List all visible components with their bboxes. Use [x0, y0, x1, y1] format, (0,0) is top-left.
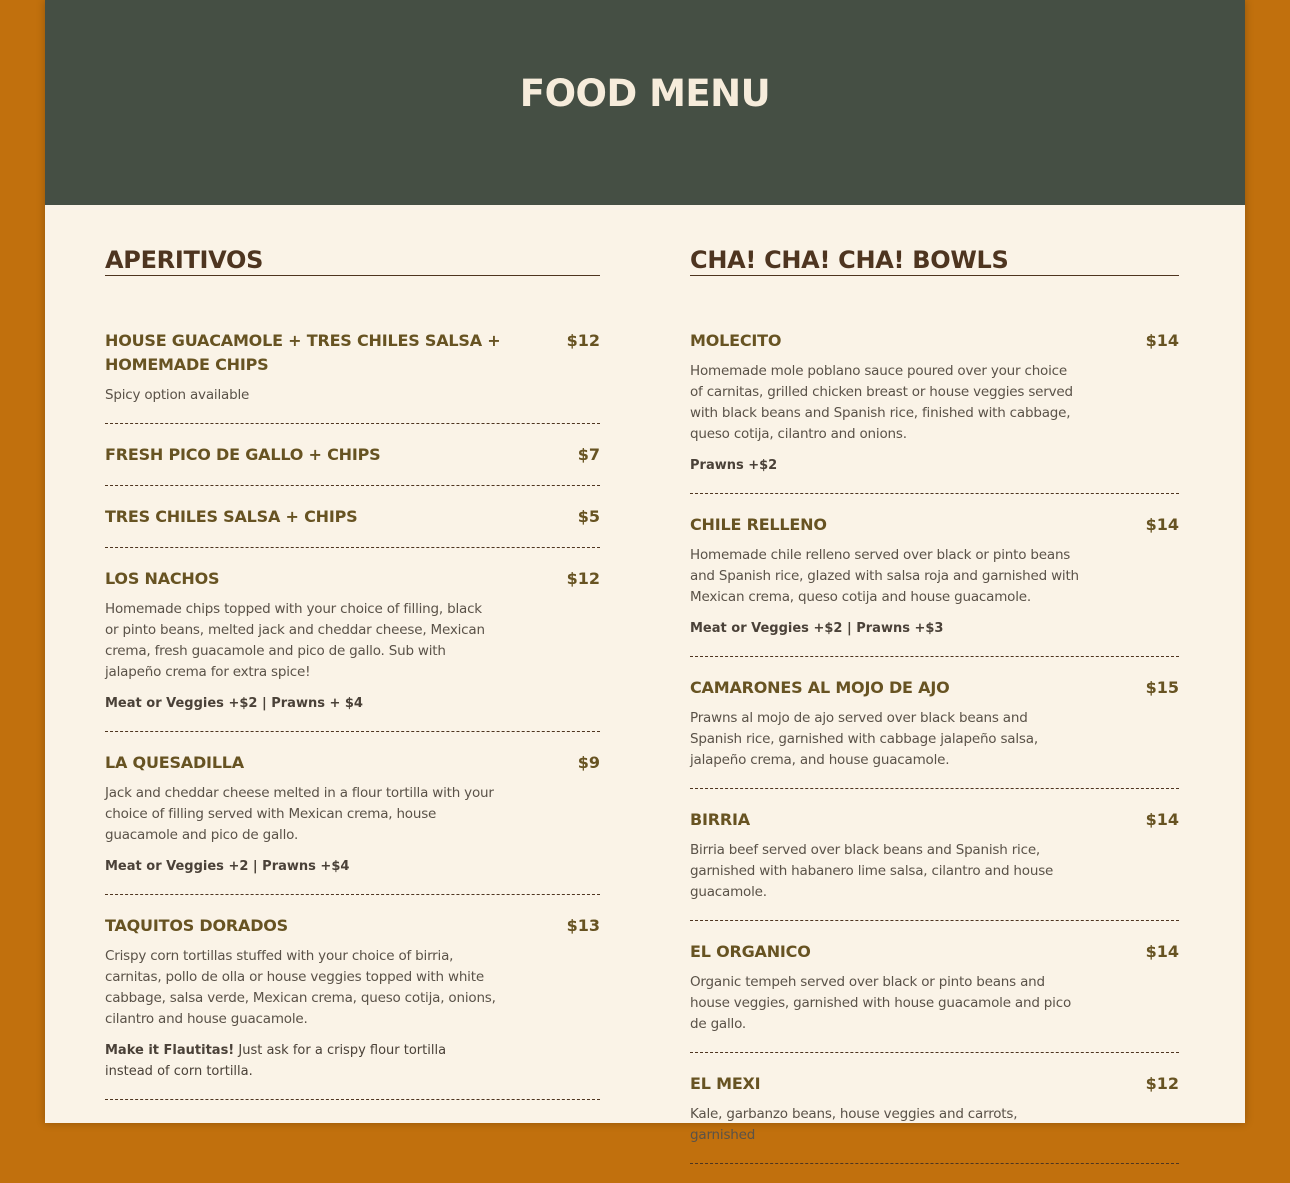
item-price: $5 — [577, 507, 600, 526]
item-description: Kale, garbanzo beans, house veggies and carrots, garnished — [690, 1106, 1018, 1143]
item-name: HOUSE GUACAMOLE + TRES CHILES SALSA + HOMEMADE CHIPS — [105, 331, 501, 374]
item-name: CHILE RELLENO — [690, 515, 827, 534]
item-description: Homemade chile relleno served over black or pinto beans and Spanish rice, glazed with salsa roja and garnished with Mexican crema, queso cotija and house guacamole. — [690, 547, 1079, 605]
item-name: LA QUESADILLA — [105, 753, 244, 772]
menu-item — [690, 329, 1179, 494]
item-price: $12 — [566, 331, 600, 350]
menu-item — [105, 914, 600, 1100]
item-note — [105, 1040, 497, 1082]
item-note-text: Just ask for a crispy flour tortilla instead of corn tortilla. — [105, 1043, 447, 1079]
section-title: APERITIVOS — [105, 246, 600, 276]
item-price: $14 — [1145, 515, 1179, 534]
item-description: Birria beef served over black beans and Spanish rice, garnished with habanero lime salsa, cilantro and house guacamole. — [690, 842, 1054, 900]
item-name: TRES CHILES SALSA + CHIPS — [105, 507, 358, 526]
item-price: $14 — [1145, 942, 1179, 961]
menu-item — [105, 567, 600, 732]
item-name: CAMARONES AL MOJO DE AJO — [690, 678, 950, 697]
menu-item — [690, 513, 1179, 657]
section-title: CHA! CHA! CHA! BOWLS — [690, 246, 1179, 276]
item-name: EL ORGANICO — [690, 942, 811, 961]
item-price: $14 — [1145, 810, 1179, 829]
item-price: $12 — [1145, 1074, 1179, 1093]
item-price: $13 — [566, 916, 600, 935]
item-description: Homemade mole poblano sauce poured over your choice of carnitas, grilled chicken breast or house veggies served with black beans and Spanish rice, finished with cabbage, queso cotija, cilantro and onions. — [690, 363, 1073, 442]
menu-item — [105, 505, 600, 548]
item-addons: Meat or Veggies +2 | Prawns +$4 — [105, 859, 350, 874]
menu-item — [690, 1072, 1179, 1164]
item-name: TAQUITOS DORADOS — [105, 916, 289, 935]
item-description: Spicy option available — [105, 387, 250, 403]
item-note-highlight: Make it Flautitas! — [105, 1043, 235, 1058]
hero-banner — [45, 0, 1245, 205]
item-name: LOS NACHOS — [105, 569, 220, 588]
menu-item — [105, 751, 600, 895]
item-price: $7 — [577, 445, 600, 464]
menu-item — [105, 329, 600, 424]
item-name: MOLECITO — [690, 331, 782, 350]
item-name: FRESH PICO DE GALLO + CHIPS — [105, 445, 381, 464]
item-price: $15 — [1145, 678, 1179, 697]
item-description: Homemade chips topped with your choice of filling, black or pinto beans, melted jack and cheddar cheese, Mexican crema, fresh guacamole and pico de gallo. Sub with jalapeño crema for extra spice! — [105, 601, 485, 680]
item-price: $9 — [577, 753, 600, 772]
item-description: Organic tempeh served over black or pinto beans and house veggies, garnished with house guacamole and pico de gallo. — [690, 974, 1072, 1032]
item-name: BIRRIA — [690, 810, 750, 829]
item-price: $12 — [566, 569, 600, 588]
aperitivos-section — [105, 246, 600, 1119]
item-addons: Prawns +$2 — [690, 458, 778, 473]
menu-item — [105, 443, 600, 486]
page-title: FOOD MENU — [519, 72, 771, 115]
item-description: Crispy corn tortillas stuffed with your choice of birria, carnitas, pollo de olla or house veggies topped with white cabbage, salsa verde, Mexican crema, queso cotija, onions, cilantro and house guacamole. — [105, 948, 496, 1027]
item-description: Prawns al mojo de ajo served over black beans and Spanish rice, garnished with cabbage jalapeño salsa, jalapeño crema, and house guacamole. — [690, 710, 1038, 768]
item-name: EL MEXI — [690, 1074, 761, 1093]
bowls-section — [690, 246, 1179, 1183]
menu-item — [690, 808, 1179, 921]
item-addons: Meat or Veggies +$2 | Prawns + $4 — [105, 696, 363, 711]
item-addons: Meat or Veggies +$2 | Prawns +$3 — [690, 621, 944, 636]
menu-item — [690, 940, 1179, 1053]
menu-page — [45, 0, 1245, 1143]
menu-item — [690, 676, 1179, 789]
item-price: $14 — [1145, 331, 1179, 350]
item-description: Jack and cheddar cheese melted in a flour tortilla with your choice of filling served with Mexican crema, house guacamole and pico de gallo. — [105, 785, 494, 843]
